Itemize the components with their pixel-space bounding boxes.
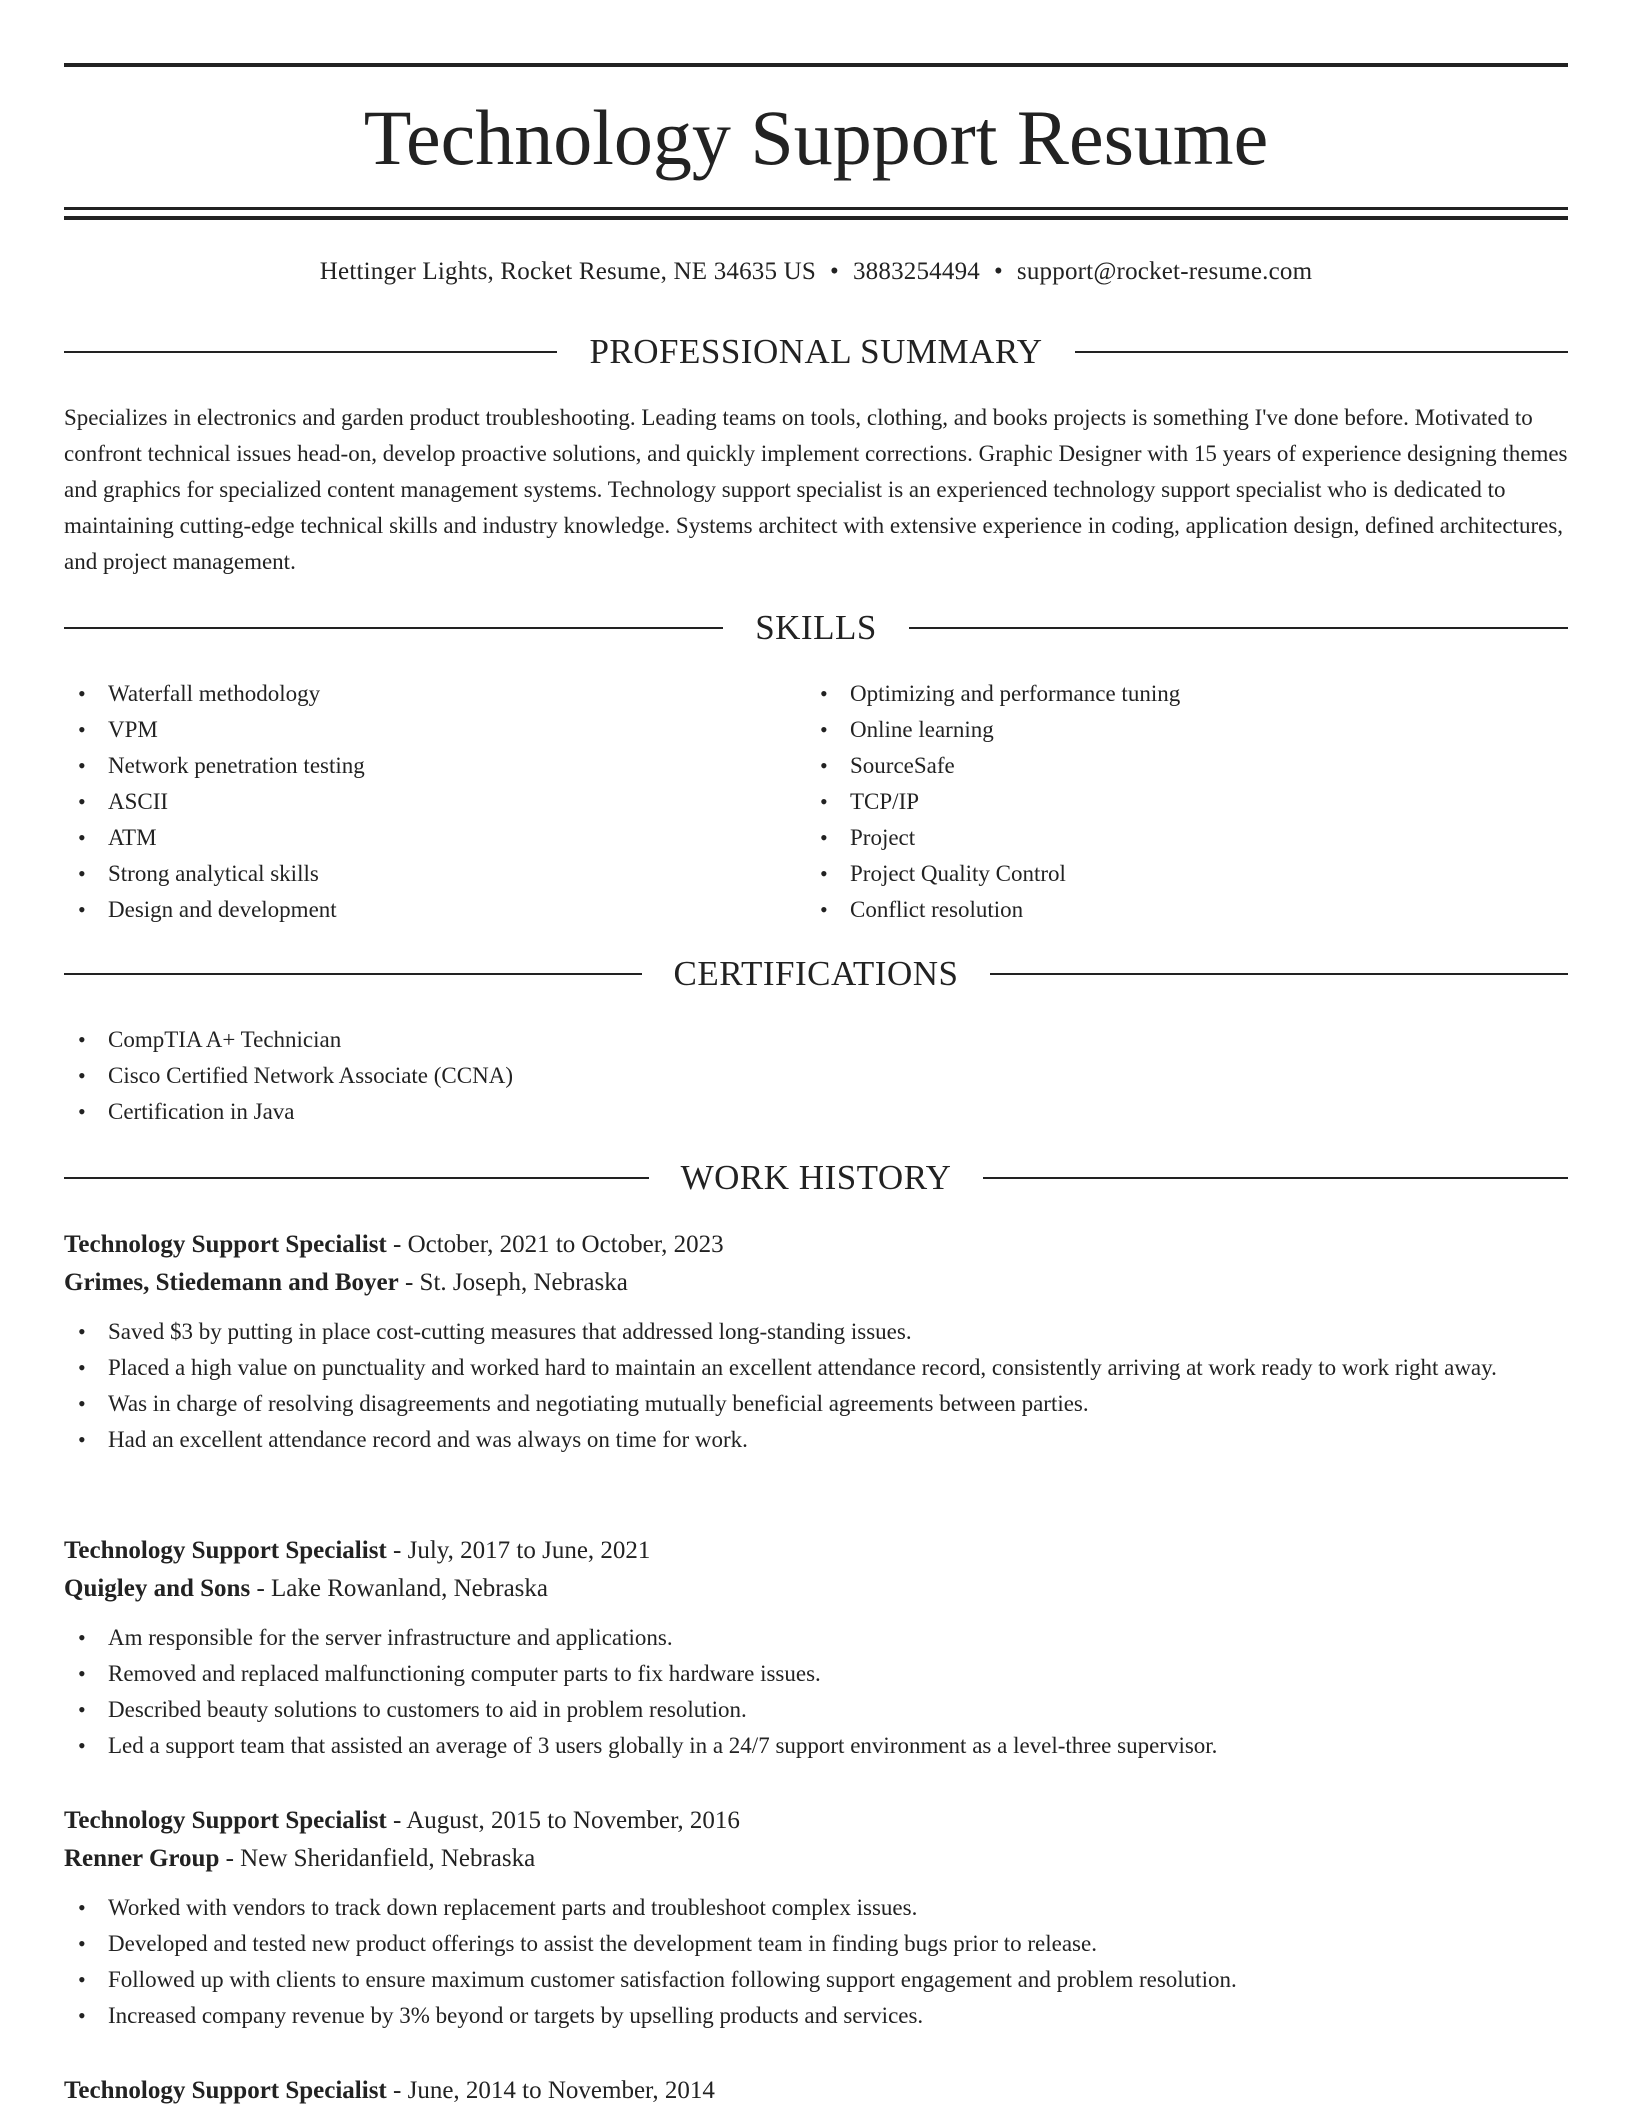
summary-text: Specializes in electronics and garden product troubleshooting. Leading teams on tools, clothing, and books projects is something I've done before. Motivated to confront technical issues head-on, develop proactive solutions, and quickly implement corrections. Graphic Designer with 15 years of experience designing themes and graphics for specialized content management systems. Technology support specialist is an experienced technology support specialist who is dedicated to maintaining cutting-edge technical skills and industry knowledge. Systems architect with extensive experience in coding, application design, defined architectures, and project management.: [64, 405, 1568, 574]
job-title: Technology Support Specialist: [64, 1537, 387, 1564]
skills-columns: [64, 676, 1568, 928]
job-bullet: • Was in charge of resolving disagreements and negotiating mutually beneficial agreements between parties.: [64, 1386, 1568, 1422]
job-bullet: • Increased company revenue by 3% beyond or targets by upselling products and services.: [64, 1998, 1568, 2034]
job-location: - Lake Rowanland, Nebraska: [250, 1575, 548, 1602]
section-title: PROFESSIONAL SUMMARY: [589, 332, 1043, 371]
skill-item: • Optimizing and performance tuning: [806, 676, 1548, 712]
section-title: SKILLS: [755, 608, 877, 647]
heading-rule: [64, 627, 723, 629]
job-location: - New Sheridanfield, Nebraska: [219, 1845, 536, 1872]
skill-item: • VPM: [64, 712, 806, 748]
section-heading-skills: [64, 606, 1568, 650]
section-heading-work-history: [64, 1156, 1568, 1200]
job-dates: - June, 2014 to November, 2014: [386, 2077, 715, 2104]
skills-list-right: [806, 676, 1548, 928]
job-entry: [64, 1532, 1568, 1764]
skill-item: • Project Quality Control: [806, 856, 1548, 892]
skill-item: • Waterfall methodology: [64, 676, 806, 712]
job-title: Technology Support Specialist: [64, 1231, 387, 1258]
job-bullet: • Had an excellent attendance record and was always on time for work.: [64, 1422, 1568, 1458]
certifications-list: [64, 1022, 1568, 1130]
skill-item: • ATM: [64, 820, 806, 856]
job-bullet: • Placed a high value on punctuality and worked hard to maintain an excellent attendance record, consistently arriving at work ready to work right away.: [64, 1350, 1568, 1386]
job-bullet: • Removed and replaced malfunctioning computer parts to fix hardware issues.: [64, 1656, 1568, 1692]
heading-rule: [64, 351, 557, 353]
job-title: Technology Support Specialist: [64, 1807, 387, 1834]
job-bullet: • Led a support team that assisted an average of 3 users globally in a 24/7 support environment as a level-three supervisor.: [64, 1728, 1568, 1764]
resume-page: [64, 0, 1568, 2112]
contact-phone: 3883254494: [852, 258, 980, 285]
heading-rule: [64, 973, 642, 975]
contact-separator: •: [830, 258, 839, 285]
job-dates: - July, 2017 to June, 2021: [386, 1537, 651, 1564]
resume-title: Technology Support Resume: [363, 94, 1269, 181]
heading-rule: [983, 1177, 1568, 1179]
skill-item: • Strong analytical skills: [64, 856, 806, 892]
job-title-line: [64, 1226, 1568, 1264]
job-bullet: • Described beauty solutions to customers to aid in problem resolution.: [64, 1692, 1568, 1728]
skill-item: • Conflict resolution: [806, 892, 1548, 928]
job-title-line: [64, 1802, 1568, 1840]
heading-rule: [909, 627, 1568, 629]
contact-separator: •: [993, 258, 1003, 285]
job-company: Quigley and Sons: [64, 1575, 251, 1602]
section-title: CERTIFICATIONS: [673, 954, 959, 993]
job-title-line: [64, 2072, 1568, 2110]
skill-item: • Network penetration testing: [64, 748, 806, 784]
skill-item: • SourceSafe: [806, 748, 1548, 784]
header-top-rule: [64, 63, 1568, 67]
skill-item: • Online learning: [806, 712, 1548, 748]
contact-email: support@rocket-resume.com: [1016, 258, 1313, 285]
job-bullets: [64, 1890, 1568, 2034]
job-bullets: [64, 1314, 1568, 1458]
heading-rule: [990, 973, 1568, 975]
heading-rule: [64, 1177, 649, 1179]
job-title-line: [64, 1532, 1568, 1570]
job-entry: [64, 2072, 1568, 2110]
contact-line: [64, 255, 1568, 289]
job-title: Technology Support Specialist: [64, 2077, 387, 2104]
contact-address: Hettinger Lights, Rocket Resume, NE 34635 US: [319, 258, 817, 285]
job-bullet: • Saved $3 by putting in place cost-cutting measures that addressed long-standing issues.: [64, 1314, 1568, 1350]
job-company-line: [64, 1570, 1568, 1608]
section-heading-certifications: [64, 952, 1568, 996]
job-company-line: [64, 1264, 1568, 1302]
job-dates: - August, 2015 to November, 2016: [386, 1807, 740, 1834]
job-company: Renner Group: [64, 1845, 220, 1872]
job-bullet: • Followed up with clients to ensure maximum customer satisfaction following support engagement and problem resolution.: [64, 1962, 1568, 1998]
job-bullets: [64, 1620, 1568, 1764]
skills-list-left: [64, 676, 806, 928]
skill-item: • Design and development: [64, 892, 806, 928]
job-bullet: • Am responsible for the server infrastructure and applications.: [64, 1620, 1568, 1656]
section-title: WORK HISTORY: [680, 1158, 952, 1197]
job-dates: - October, 2021 to October, 2023: [386, 1231, 724, 1258]
job-location: - St. Joseph, Nebraska: [398, 1269, 628, 1296]
job-entry: [64, 1226, 1568, 1458]
certification-item: • CompTIA A+ Technician: [64, 1022, 1568, 1058]
job-entry: [64, 1802, 1568, 2034]
skill-item: • TCP/IP: [806, 784, 1548, 820]
skill-item: • Project: [806, 820, 1548, 856]
header-double-rule: [64, 207, 1568, 220]
certification-item: • Certification in Java: [64, 1094, 1568, 1130]
job-bullet: • Developed and tested new product offerings to assist the development team in finding bugs prior to release.: [64, 1926, 1568, 1962]
job-company: Grimes, Stiedemann and Boyer: [64, 1269, 399, 1296]
certification-item: • Cisco Certified Network Associate (CCNA): [64, 1058, 1568, 1094]
job-bullet: • Worked with vendors to track down replacement parts and troubleshoot complex issues.: [64, 1890, 1568, 1926]
job-company-line: [64, 1840, 1568, 1878]
skill-item: • ASCII: [64, 784, 806, 820]
section-heading-summary: [64, 330, 1568, 374]
heading-rule: [1075, 351, 1568, 353]
